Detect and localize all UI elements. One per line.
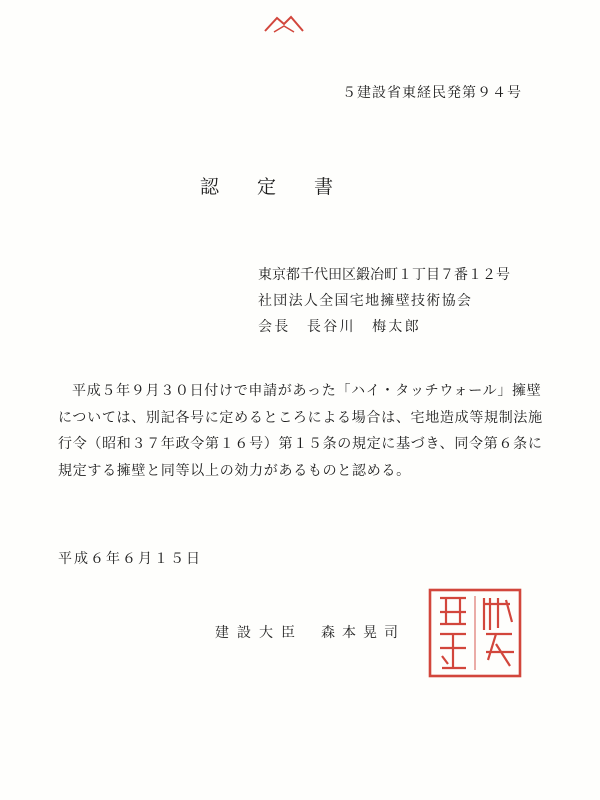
issue-date: 平成６年６月１５日 [58,551,202,567]
body-line: 平成５年９月３０日付けで申請があった「ハイ・タッチウォール」擁壁 [72,383,542,399]
title-char: 定 [257,176,277,198]
document-title [200,172,371,199]
issuer-name: 森本晃司 [321,625,405,641]
title-char: 書 [314,176,334,198]
addressee-representative: 会長 長谷川 梅太郎 [258,319,421,335]
addressee-block [258,262,510,340]
body-line: については、別記各号に定めるところによる場合は、宅地造成等規制法施 [58,409,543,426]
addressee-organization: 社団法人全国宅地擁壁技術協会 [258,293,473,309]
document-number: ５建設省東経民発第９４号 [342,85,522,101]
issuer-role: 建設大臣 [215,625,303,641]
official-seal [426,586,524,680]
binding-seal-mark [262,10,306,34]
title-char: 認 [200,176,220,198]
issuer-line [215,622,405,642]
body-line: 規定する擁壁と同等以上の効力があるものと認める。 [58,462,411,479]
addressee-address: 東京都千代田区鍛冶町１丁目７番１２号 [258,267,510,283]
body-line: 行令（昭和３７年政令第１６号）第１５条の規定に基づき、同令第６条に [58,436,543,452]
certification-body [58,378,558,484]
